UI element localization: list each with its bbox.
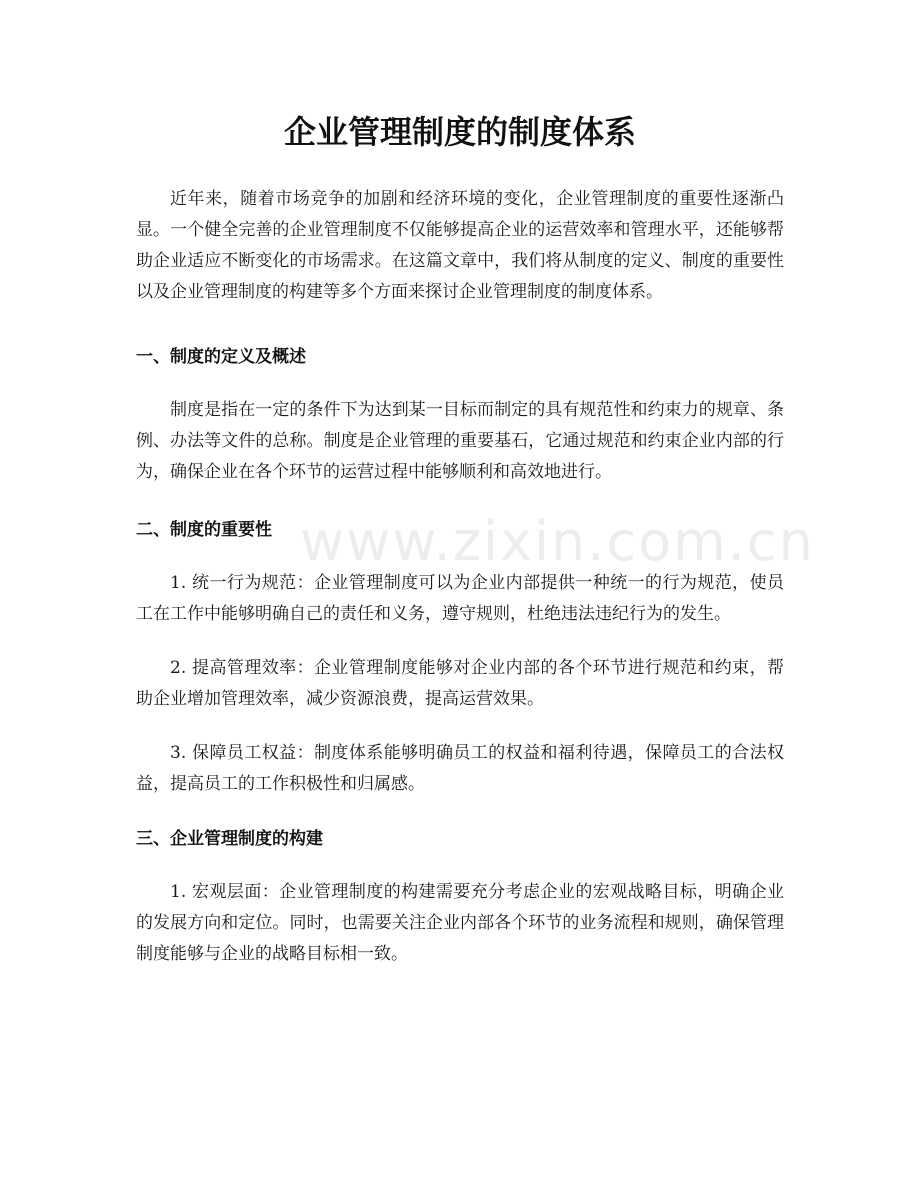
section-2-heading: 二、制度的重要性: [136, 520, 272, 540]
section-2-paragraph-1: 1. 统一行为规范：企业管理制度可以为企业内部提供一种统一的行为规范，使员工在工作中能够明确自己的责任和义务，遵守规则，杜绝违法违纪行为的发生。: [136, 573, 784, 624]
section-1-heading: 一、制度的定义及概述: [136, 347, 306, 367]
intro-paragraph: 近年来，随着市场竞争的加剧和经济环境的变化，企业管理制度的重要性逐渐凸显。一个健全完善的企业管理制度不仅能够提高企业的运营效率和管理水平，还能够帮助企业适应不断变化的市场需求。在这篇文章中，我们将从制度的定义、制度的重要性以及企业管理制度的构建等多个方面来探讨企业管理制度的制度体系。: [136, 189, 784, 302]
section-2-paragraph-2: 2. 提高管理效率：企业管理制度能够对企业内部的各个环节进行规范和约束，帮助企业增加管理效率，减少资源浪费，提高运营效果。: [136, 658, 784, 709]
section-3-paragraph-1: 1. 宏观层面：企业管理制度的构建需要充分考虑企业的宏观战略目标，明确企业的发展方向和定位。同时，也需要关注企业内部各个环节的业务流程和规则，确保管理制度能够与企业的战略目标相一致。: [136, 882, 784, 964]
document-title: 企业管理制度的制度体系: [283, 113, 636, 151]
section-2-paragraph-3: 3. 保障员工权益：制度体系能够明确员工的权益和福利待遇，保障员工的合法权益，提高员工的工作积极性和归属感。: [136, 743, 784, 794]
watermark: www.zixin.com.cn: [300, 510, 815, 573]
section-3-heading: 三、企业管理制度的构建: [136, 829, 323, 849]
section-1-paragraph-1: 制度是指在一定的条件下为达到某一目标而制定的具有规范性和约束力的规章、条例、办法等文件的总称。制度是企业管理的重要基石，它通过规范和约束企业内部的行为，确保企业在各个环节的运营过程中能够顺利和高效地进行。: [136, 400, 784, 482]
